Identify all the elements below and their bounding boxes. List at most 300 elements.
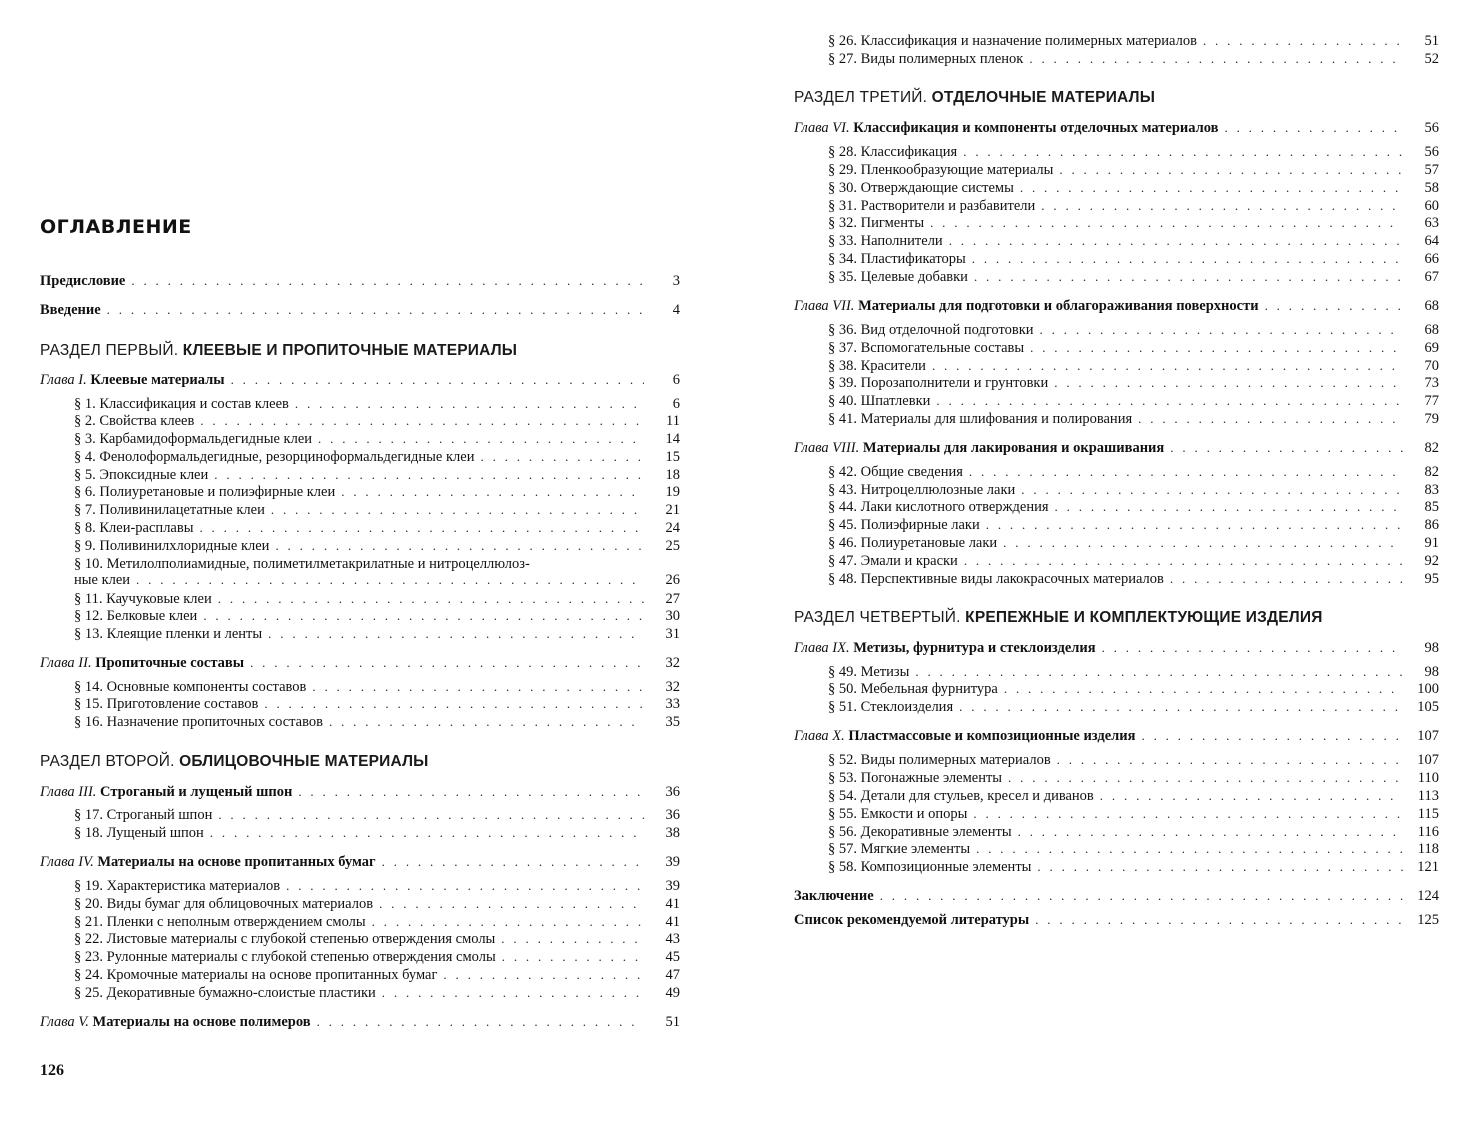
paragraph-entry[interactable] bbox=[794, 143, 1439, 161]
page-ref: 33 bbox=[665, 696, 680, 712]
page-ref: 4 bbox=[672, 302, 680, 318]
chapter-entry[interactable] bbox=[40, 853, 680, 871]
entry-title: § 56. Декоративные элементы bbox=[828, 824, 1012, 840]
page-ref: 6 bbox=[672, 396, 680, 412]
page-ref: 100 bbox=[1417, 681, 1439, 697]
chapter-entry[interactable] bbox=[40, 1013, 680, 1031]
leader-dots bbox=[976, 840, 1403, 858]
paragraph-entry[interactable] bbox=[794, 463, 1439, 481]
leader-dots bbox=[972, 250, 1403, 268]
chapter-entry[interactable] bbox=[794, 639, 1439, 657]
chapter-label: Глава VII. bbox=[794, 298, 855, 314]
entry-title: § 41. Материалы для шлифования и полирования bbox=[828, 411, 1133, 427]
leader-dots bbox=[1059, 161, 1403, 179]
leader-dots bbox=[959, 698, 1403, 716]
page-ref: 92 bbox=[1424, 553, 1439, 569]
section-number: РАЗДЕЛ ПЕРВЫЙ. bbox=[40, 342, 183, 359]
toc-heading: ОГЛАВЛЕНИЕ bbox=[40, 216, 192, 238]
leader-dots bbox=[1004, 680, 1403, 698]
section-number: РАЗДЕЛ ТРЕТИЙ. bbox=[794, 89, 932, 106]
entry-title: § 38. Красители bbox=[828, 358, 926, 374]
entry-title: ные клеи bbox=[74, 572, 131, 588]
page-ref: 121 bbox=[1417, 859, 1439, 875]
leader-dots bbox=[250, 654, 644, 672]
entry-title: § 52. Виды полимерных материалов bbox=[828, 752, 1051, 768]
paragraph-entry[interactable] bbox=[794, 498, 1439, 516]
leader-dots bbox=[1265, 297, 1403, 315]
page-ref: 26 bbox=[665, 572, 680, 588]
paragraph-entry[interactable] bbox=[40, 395, 680, 413]
entry-title: § 23. Рулонные материалы с глубокой степенью отверждения смолы bbox=[74, 949, 496, 965]
chapter-label: Глава X. bbox=[794, 728, 845, 744]
chapter-title: Пластмассовые и композиционные изделия bbox=[848, 728, 1136, 744]
page-ref: 36 bbox=[665, 807, 680, 823]
entry-title: § 2. Свойства клеев bbox=[74, 413, 195, 429]
section-heading bbox=[40, 752, 429, 772]
page-ref: 64 bbox=[1424, 233, 1439, 249]
page-ref: 77 bbox=[1424, 393, 1439, 409]
leader-dots bbox=[949, 232, 1403, 250]
leader-dots bbox=[1055, 498, 1403, 516]
entry-title: § 30. Отверждающие системы bbox=[828, 180, 1014, 196]
paragraph-entry[interactable] bbox=[40, 913, 680, 931]
entry-title: § 39. Порозаполнители и грунтовки bbox=[828, 375, 1049, 391]
page-ref: 125 bbox=[1417, 912, 1439, 928]
chapter-title: Материалы на основе полимеров bbox=[92, 1014, 311, 1030]
entry-title: § 35. Целевые добавки bbox=[828, 269, 968, 285]
paragraph-entry[interactable] bbox=[794, 534, 1439, 552]
leader-dots bbox=[379, 895, 644, 913]
entry-title: § 1. Классификация и состав клеев bbox=[74, 396, 289, 412]
paragraph-entry[interactable] bbox=[794, 321, 1439, 339]
chapter-label: Глава VIII. bbox=[794, 440, 860, 456]
page-ref: 39 bbox=[665, 878, 680, 894]
entry-title: Введение bbox=[40, 302, 101, 318]
leader-dots bbox=[218, 590, 644, 608]
chapter-entry[interactable] bbox=[794, 297, 1439, 315]
chapter-title: Клеевые материалы bbox=[90, 372, 225, 388]
chapter-entry[interactable] bbox=[40, 654, 680, 672]
entry-title: § 53. Погонажные элементы bbox=[828, 770, 1003, 786]
paragraph-entry[interactable] bbox=[794, 392, 1439, 410]
paragraph-entry[interactable] bbox=[794, 250, 1439, 268]
entry-title: § 51. Стеклоизделия bbox=[828, 699, 954, 715]
paragraph-entry[interactable] bbox=[794, 769, 1439, 787]
leader-dots bbox=[271, 501, 644, 519]
leader-dots bbox=[1102, 639, 1403, 657]
leader-dots bbox=[1008, 769, 1403, 787]
leader-dots bbox=[1057, 751, 1403, 769]
section-title: ОБЛИЦОВОЧНЫЕ МАТЕРИАЛЫ bbox=[179, 753, 429, 770]
entry-title: § 28. Классификация bbox=[828, 144, 958, 160]
entry-title bbox=[794, 297, 1259, 315]
entry-title bbox=[40, 1013, 311, 1031]
leader-dots bbox=[210, 824, 644, 842]
chapter-entry[interactable] bbox=[794, 439, 1439, 457]
leader-dots bbox=[986, 516, 1403, 534]
chapter-entry[interactable] bbox=[794, 727, 1439, 745]
paragraph-entry[interactable] bbox=[40, 519, 680, 537]
entry-title: § 20. Виды бумаг для облицовочных материалов bbox=[74, 896, 374, 912]
page-ref: 79 bbox=[1424, 411, 1439, 427]
paragraph-entry-continued[interactable] bbox=[40, 571, 680, 589]
leader-dots bbox=[963, 143, 1403, 161]
entry-title: § 54. Детали для стульев, кресел и диванов bbox=[828, 788, 1094, 804]
entry-title: § 3. Карбамидоформальдегидные клеи bbox=[74, 431, 313, 447]
entry-title: § 43. Нитроцеллюлозные лаки bbox=[828, 482, 1016, 498]
chapter-label: Глава VI. bbox=[794, 120, 850, 136]
page-ref: 115 bbox=[1417, 806, 1439, 822]
entry-title: § 18. Лущеный шпон bbox=[74, 825, 204, 841]
leader-dots bbox=[131, 272, 644, 290]
page-ref: 30 bbox=[665, 608, 680, 624]
entry-title: § 9. Поливинилхлоридные клеи bbox=[74, 538, 270, 554]
entry-title: § 11. Каучуковые клеи bbox=[74, 591, 212, 607]
paragraph-entry[interactable] bbox=[40, 678, 680, 696]
entry-title: § 13. Клеящие пленки и ленты bbox=[74, 626, 263, 642]
chapter-title: Классификация и компоненты отделочных материалов bbox=[853, 120, 1219, 136]
paragraph-entry[interactable] bbox=[40, 412, 680, 430]
page-ref: 38 bbox=[665, 825, 680, 841]
leader-dots bbox=[1041, 197, 1403, 215]
entry-title: § 5. Эпоксидные клеи bbox=[74, 467, 209, 483]
entry-title bbox=[40, 853, 376, 871]
entry-title: § 42. Общие сведения bbox=[828, 464, 963, 480]
entry-title: § 25. Декоративные бумажно-слоистые пластики bbox=[74, 985, 376, 1001]
paragraph-entry[interactable] bbox=[40, 877, 680, 895]
chapter-label: Глава I. bbox=[40, 372, 87, 388]
paragraph-entry[interactable] bbox=[40, 966, 680, 984]
entry-title: § 26. Классификация и назначение полимерных материалов bbox=[828, 33, 1197, 49]
leader-dots bbox=[1035, 911, 1403, 929]
chapter-entry[interactable] bbox=[794, 119, 1439, 137]
page-number: 126 bbox=[40, 1062, 64, 1079]
page-ref: 43 bbox=[665, 931, 680, 947]
page-ref: 82 bbox=[1424, 464, 1439, 480]
entry-title: § 4. Фенолоформальдегидные, резорциноформальдегидные клеи bbox=[74, 449, 475, 465]
entry-title: § 57. Мягкие элементы bbox=[828, 841, 971, 857]
chapter-title: Строганый и лущеный шпон bbox=[100, 784, 293, 800]
page-ref: 91 bbox=[1424, 535, 1439, 551]
page-ref: 95 bbox=[1424, 571, 1439, 587]
leader-dots bbox=[372, 913, 644, 931]
chapter-label: Глава II. bbox=[40, 655, 92, 671]
chapter-label: Глава IX. bbox=[794, 640, 850, 656]
paragraph-entry[interactable] bbox=[40, 590, 680, 608]
entry-title: § 22. Листовые материалы с глубокой степенью отверждения смолы bbox=[74, 931, 496, 947]
paragraph-entry[interactable] bbox=[794, 680, 1439, 698]
paragraph-entry[interactable] bbox=[40, 430, 680, 448]
entry-title bbox=[794, 119, 1218, 137]
paragraph-entry[interactable] bbox=[40, 501, 680, 519]
entry-title: § 37. Вспомогательные составы bbox=[828, 340, 1025, 356]
section-title: КРЕПЕЖНЫЕ И КОМПЛЕКТУЮЩИЕ ИЗДЕЛИЯ bbox=[965, 609, 1323, 626]
leader-dots bbox=[930, 214, 1403, 232]
page-ref: 3 bbox=[672, 273, 680, 289]
paragraph-entry[interactable] bbox=[794, 214, 1439, 232]
chapter-title: Метизы, фурнитура и стеклоизделия bbox=[853, 640, 1096, 656]
entry-title: § 15. Приготовление составов bbox=[74, 696, 259, 712]
page-ref: 110 bbox=[1417, 770, 1439, 786]
section-heading bbox=[40, 341, 517, 361]
page-ref: 63 bbox=[1424, 215, 1439, 231]
leader-dots bbox=[382, 853, 644, 871]
leader-dots bbox=[218, 806, 644, 824]
paragraph-entry[interactable] bbox=[794, 858, 1439, 876]
entry-title bbox=[794, 439, 1164, 457]
paragraph-entry[interactable] bbox=[40, 466, 680, 484]
paragraph-entry[interactable] bbox=[40, 537, 680, 555]
entry-title: § 21. Пленки с неполным отверждением смолы bbox=[74, 914, 366, 930]
leader-dots bbox=[136, 571, 644, 589]
front-matter-entry[interactable] bbox=[40, 272, 680, 290]
paragraph-entry[interactable] bbox=[794, 161, 1439, 179]
entry-title: § 12. Белковые клеи bbox=[74, 608, 198, 624]
entry-title: § 33. Наполнители bbox=[828, 233, 943, 249]
page-ref: 56 bbox=[1424, 144, 1439, 160]
entry-title: § 19. Характеристика материалов bbox=[74, 878, 281, 894]
paragraph-entry[interactable] bbox=[794, 232, 1439, 250]
leader-dots bbox=[341, 483, 644, 501]
leader-dots bbox=[443, 966, 644, 984]
leader-dots bbox=[1018, 823, 1403, 841]
leader-dots bbox=[1020, 179, 1403, 197]
entry-title bbox=[794, 727, 1135, 745]
paragraph-entry[interactable] bbox=[794, 698, 1439, 716]
chapter-label: Глава III. bbox=[40, 784, 97, 800]
leader-dots bbox=[932, 357, 1403, 375]
entry-title: § 36. Вид отделочной подготовки bbox=[828, 322, 1034, 338]
leader-dots bbox=[880, 887, 1403, 905]
leader-dots bbox=[1037, 858, 1403, 876]
page-ref: 57 bbox=[1424, 162, 1439, 178]
leader-dots bbox=[480, 448, 644, 466]
paragraph-entry[interactable] bbox=[794, 805, 1439, 823]
entry-title: § 48. Перспективные виды лакокрасочных материалов bbox=[828, 571, 1164, 587]
entry-title: § 8. Клеи-расплавы bbox=[74, 520, 194, 536]
section-title: ОТДЕЛОЧНЫЕ МАТЕРИАЛЫ bbox=[931, 89, 1156, 106]
page-ref: 56 bbox=[1424, 120, 1439, 136]
entry-title: Заключение bbox=[794, 888, 874, 904]
paragraph-entry[interactable] bbox=[794, 357, 1439, 375]
section-title: КЛЕЕВЫЕ И ПРОПИТОЧНЫЕ МАТЕРИАЛЫ bbox=[182, 342, 518, 359]
leader-dots bbox=[286, 877, 644, 895]
paragraph-entry[interactable] bbox=[40, 448, 680, 466]
page-ref: 47 bbox=[665, 967, 680, 983]
leader-dots bbox=[318, 430, 644, 448]
entry-title: Список рекомендуемой литературы bbox=[794, 912, 1030, 928]
entry-title: § 47. Эмали и краски bbox=[828, 553, 958, 569]
page-ref: 36 bbox=[665, 784, 680, 800]
paragraph-entry[interactable] bbox=[794, 751, 1439, 769]
paragraph-entry[interactable] bbox=[794, 197, 1439, 215]
entry-title: § 10. Метилолполиамидные, полиметилметакрилатные и нитроцеллюлоз- bbox=[74, 556, 530, 572]
leader-dots bbox=[275, 537, 644, 555]
chapter-entry[interactable] bbox=[40, 371, 680, 389]
entry-title: § 32. Пигменты bbox=[828, 215, 925, 231]
page-ref: 51 bbox=[665, 1014, 680, 1030]
page-ref: 118 bbox=[1417, 841, 1439, 857]
entry-title: § 14. Основные компоненты составов bbox=[74, 679, 307, 695]
section-number: РАЗДЕЛ ВТОРОЙ. bbox=[40, 753, 180, 770]
entry-title bbox=[40, 783, 292, 801]
page-ref: 14 bbox=[665, 431, 680, 447]
paragraph-entry[interactable] bbox=[794, 823, 1439, 841]
leader-dots bbox=[268, 625, 644, 643]
page-ref: 27 bbox=[665, 591, 680, 607]
paragraph-entry[interactable] bbox=[794, 374, 1439, 392]
page-ref: 66 bbox=[1424, 251, 1439, 267]
leader-dots bbox=[298, 783, 644, 801]
page-ref: 24 bbox=[665, 520, 680, 536]
paragraph-entry[interactable] bbox=[40, 806, 680, 824]
entry-title: § 17. Строганый шпон bbox=[74, 807, 213, 823]
chapter-title: Материалы для подготовки и облагораживания поверхности bbox=[858, 298, 1259, 314]
page-ref: 39 bbox=[665, 854, 680, 870]
paragraph-entry[interactable] bbox=[40, 984, 680, 1002]
chapter-entry[interactable] bbox=[40, 783, 680, 801]
page-ref: 82 bbox=[1424, 440, 1439, 456]
page-ref: 15 bbox=[665, 449, 680, 465]
paragraph-entry[interactable] bbox=[794, 268, 1439, 286]
leader-dots bbox=[203, 607, 644, 625]
page-ref: 35 bbox=[665, 714, 680, 730]
paragraph-entry[interactable] bbox=[40, 607, 680, 625]
leader-dots bbox=[973, 805, 1403, 823]
page-ref: 98 bbox=[1424, 640, 1439, 656]
section-heading bbox=[794, 608, 1323, 628]
leader-dots bbox=[936, 392, 1403, 410]
entry-title: § 40. Шпатлевки bbox=[828, 393, 931, 409]
paragraph-entry[interactable] bbox=[794, 840, 1439, 858]
page-ref: 83 bbox=[1424, 482, 1439, 498]
leader-dots bbox=[382, 984, 644, 1002]
leader-dots bbox=[1138, 410, 1403, 428]
paragraph-entry[interactable] bbox=[40, 695, 680, 713]
leader-dots bbox=[1030, 339, 1403, 357]
page-ref: 41 bbox=[665, 914, 680, 930]
chapter-title: Материалы на основе пропитанных бумаг bbox=[97, 854, 376, 870]
chapter-title: Пропиточные составы bbox=[95, 655, 245, 671]
leader-dots bbox=[1203, 32, 1403, 50]
section-number: РАЗДЕЛ ЧЕТВЕРТЫЙ. bbox=[794, 609, 966, 626]
leader-dots bbox=[1040, 321, 1403, 339]
leader-dots bbox=[199, 519, 644, 537]
leader-dots bbox=[1029, 50, 1403, 68]
paragraph-entry[interactable] bbox=[794, 481, 1439, 499]
leader-dots bbox=[915, 663, 1403, 681]
paragraph-entry[interactable] bbox=[794, 179, 1439, 197]
leader-dots bbox=[964, 552, 1403, 570]
leader-dots bbox=[969, 463, 1403, 481]
page-ref: 51 bbox=[1424, 33, 1439, 49]
page-ref: 107 bbox=[1417, 728, 1439, 744]
leader-dots bbox=[974, 268, 1403, 286]
paragraph-entry[interactable] bbox=[794, 50, 1439, 68]
paragraph-entry[interactable] bbox=[40, 930, 680, 948]
leader-dots bbox=[200, 412, 644, 430]
paragraph-entry[interactable] bbox=[794, 339, 1439, 357]
front-matter-entry[interactable] bbox=[794, 887, 1439, 905]
page-ref: 67 bbox=[1424, 269, 1439, 285]
page-ref: 31 bbox=[665, 626, 680, 642]
page-ref: 41 bbox=[665, 896, 680, 912]
page-ref: 60 bbox=[1424, 198, 1439, 214]
page-ref: 98 bbox=[1424, 664, 1439, 680]
entry-title: § 24. Кромочные материалы на основе пропитанных бумаг bbox=[74, 967, 438, 983]
entry-title bbox=[794, 639, 1096, 657]
page-ref: 70 bbox=[1424, 358, 1439, 374]
paragraph-entry[interactable] bbox=[40, 625, 680, 643]
paragraph-entry[interactable] bbox=[40, 824, 680, 842]
page-ref: 107 bbox=[1417, 752, 1439, 768]
page-ref: 25 bbox=[665, 538, 680, 554]
page-ref: 113 bbox=[1417, 788, 1439, 804]
paragraph-entry[interactable] bbox=[794, 32, 1439, 50]
leader-dots bbox=[107, 301, 644, 319]
paragraph-entry[interactable] bbox=[794, 410, 1439, 428]
entry-title: § 44. Лаки кислотного отверждения bbox=[828, 499, 1049, 515]
paragraph-entry[interactable] bbox=[794, 570, 1439, 588]
leader-dots bbox=[312, 678, 644, 696]
entry-title: § 16. Назначение пропиточных составов bbox=[74, 714, 323, 730]
chapter-label: Глава V. bbox=[40, 1014, 89, 1030]
page-ref: 69 bbox=[1424, 340, 1439, 356]
paragraph-entry[interactable] bbox=[794, 516, 1439, 534]
section-heading bbox=[794, 88, 1155, 108]
page-ref: 49 bbox=[665, 985, 680, 1001]
leader-dots bbox=[1100, 787, 1403, 805]
page-ref: 85 bbox=[1424, 499, 1439, 515]
leader-dots bbox=[231, 371, 644, 389]
page-ref: 45 bbox=[665, 949, 680, 965]
paragraph-entry[interactable] bbox=[794, 787, 1439, 805]
leader-dots bbox=[1224, 119, 1403, 137]
page-ref: 68 bbox=[1424, 322, 1439, 338]
front-matter-entry[interactable] bbox=[40, 301, 680, 319]
entry-title: § 29. Пленкообразующие материалы bbox=[828, 162, 1054, 178]
leader-dots bbox=[1170, 570, 1403, 588]
leader-dots bbox=[1170, 439, 1403, 457]
leader-dots bbox=[329, 713, 644, 731]
page-ref: 52 bbox=[1424, 51, 1439, 67]
paragraph-entry[interactable] bbox=[794, 552, 1439, 570]
paragraph-entry[interactable] bbox=[794, 663, 1439, 681]
entry-title: § 58. Композиционные элементы bbox=[828, 859, 1032, 875]
leader-dots bbox=[295, 395, 644, 413]
leader-dots bbox=[1021, 481, 1403, 499]
entry-title: § 7. Поливинилацетатные клеи bbox=[74, 502, 265, 518]
entry-title: § 6. Полиуретановые и полиэфирные клеи bbox=[74, 484, 336, 500]
entry-title bbox=[40, 654, 244, 672]
paragraph-entry[interactable] bbox=[40, 483, 680, 501]
entry-title: Предисловие bbox=[40, 273, 126, 289]
entry-title: § 27. Виды полимерных пленок bbox=[828, 51, 1024, 67]
front-matter-entry[interactable] bbox=[794, 911, 1439, 929]
leader-dots bbox=[264, 695, 644, 713]
chapter-title: Материалы для лакирования и окрашивания bbox=[862, 440, 1165, 456]
entry-title: § 31. Растворители и разбавители bbox=[828, 198, 1036, 214]
paragraph-entry[interactable] bbox=[40, 895, 680, 913]
chapter-label: Глава IV. bbox=[40, 854, 94, 870]
leader-dots bbox=[1003, 534, 1403, 552]
page-ref: 21 bbox=[665, 502, 680, 518]
paragraph-entry[interactable] bbox=[40, 948, 680, 966]
page-ref: 11 bbox=[666, 413, 680, 429]
leader-dots bbox=[501, 930, 644, 948]
entry-title: § 55. Емкости и опоры bbox=[828, 806, 968, 822]
paragraph-entry[interactable] bbox=[40, 713, 680, 731]
